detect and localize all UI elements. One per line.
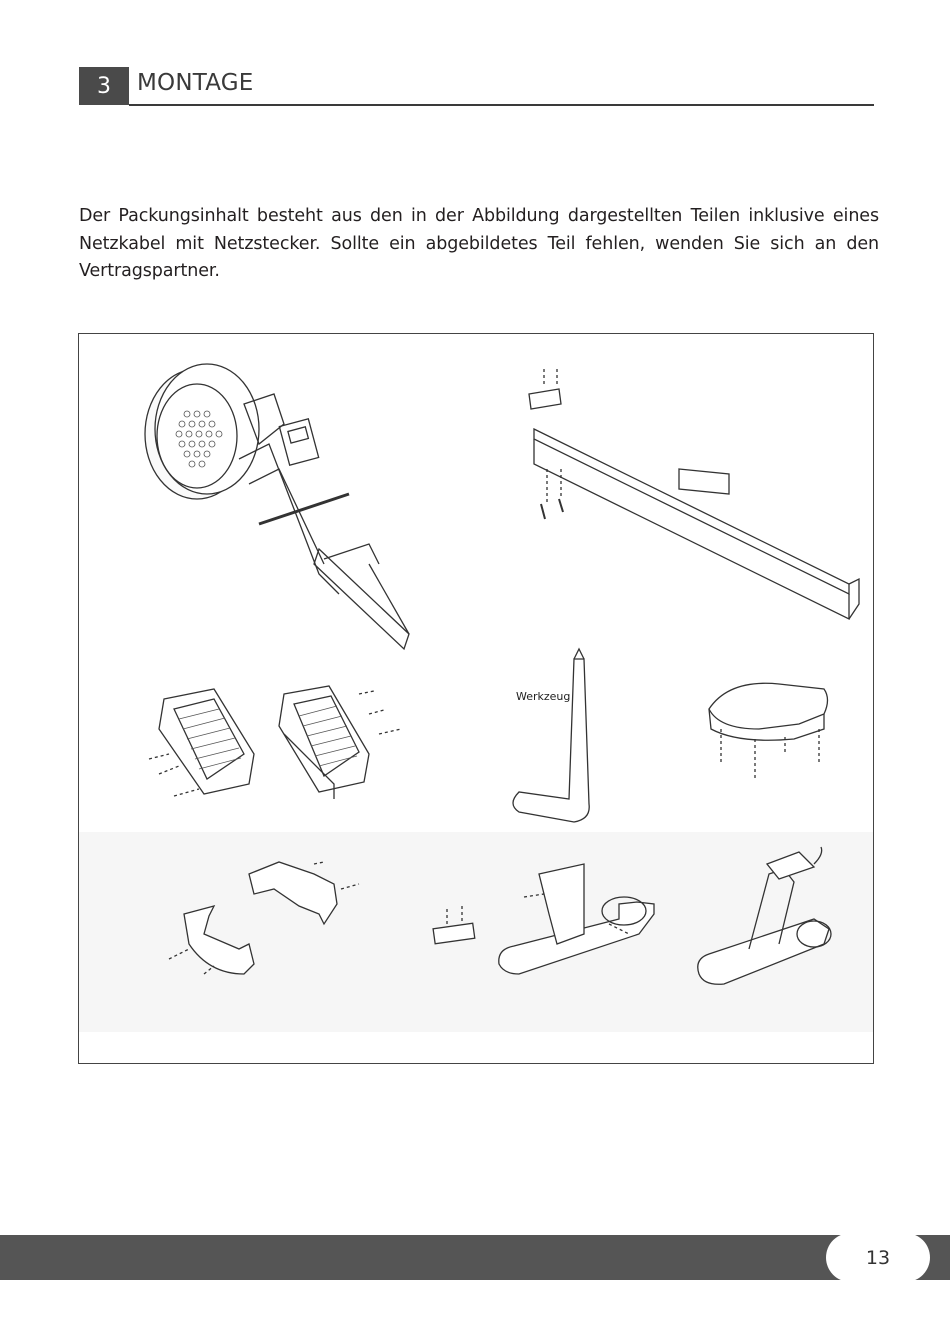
section-header xyxy=(79,67,874,107)
footrest-right xyxy=(279,686,401,799)
seat xyxy=(709,683,828,779)
main-frame-flywheel xyxy=(145,364,409,649)
allen-key-tool xyxy=(513,649,589,822)
page-number: 13 xyxy=(826,1233,930,1282)
chapter-title: MONTAGE xyxy=(137,70,254,96)
tool-label: Werkzeug xyxy=(516,690,571,703)
intro-paragraph: Der Packungsinhalt besteht aus den in der Abbildung dargestellten Teilen inklusive eines Netzkabel mit Netzstecker. Sollte ein abgebildetes Teil fehlen, wenden Sie sich an den Vertragspartner. xyxy=(79,206,879,281)
header-rule xyxy=(129,104,874,106)
footrest-left xyxy=(149,689,254,796)
chapter-number: 3 xyxy=(79,67,129,105)
parts-figure xyxy=(78,333,874,1064)
footer-bar xyxy=(0,1235,950,1280)
rail-beam xyxy=(529,369,859,619)
parts-illustration xyxy=(79,334,873,1063)
